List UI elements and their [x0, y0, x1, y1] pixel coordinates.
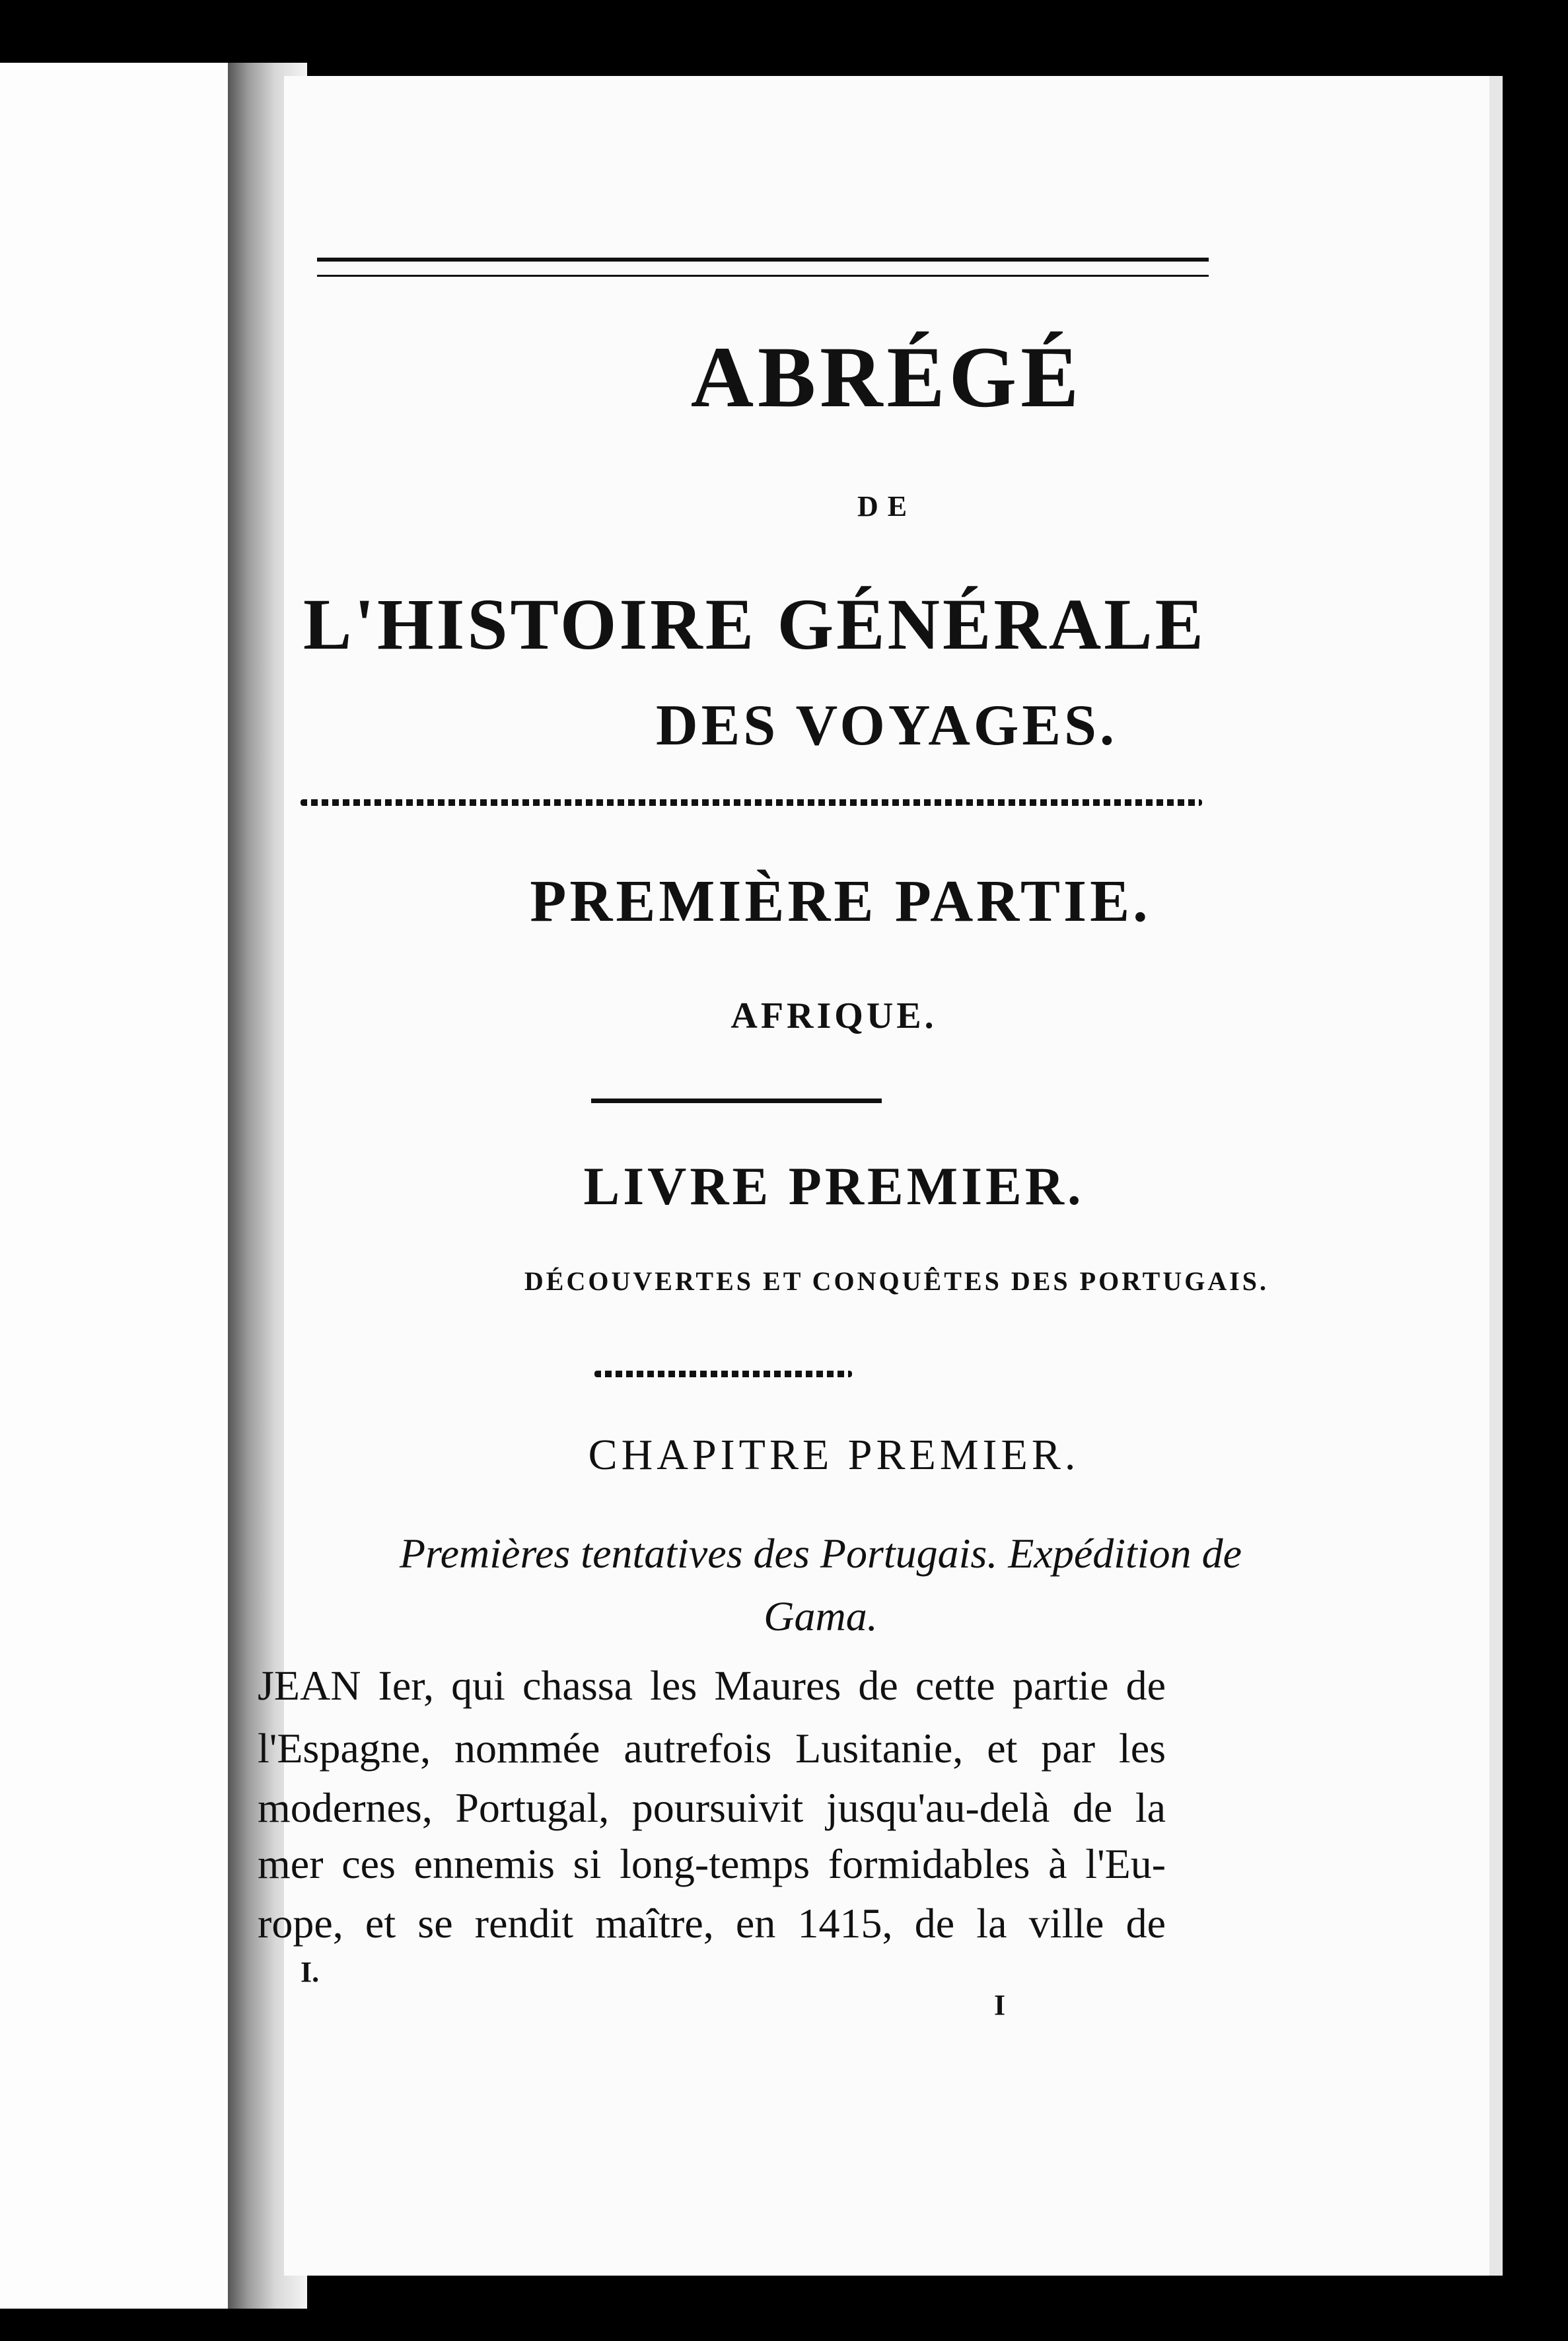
title-line2: L'HISTOIRE GÉNÉRALE — [303, 584, 1206, 665]
left-page — [0, 63, 244, 2309]
title-connector: DE — [857, 490, 917, 522]
body-line: l'Espagne, nommée autrefois Lusitanie, et par les — [258, 1725, 1166, 1772]
title-line3: DES VOYAGES. — [656, 694, 1118, 758]
chapter-subtitle-line1: Premières tentatives des Portugais. Expédition de — [400, 1530, 1242, 1577]
wavy-rule-2 — [594, 1371, 852, 1377]
body-line: modernes, Portugal, poursuivit jusqu'au-delà de la — [258, 1784, 1166, 1831]
chapter-subtitle-line2: Gama. — [764, 1593, 878, 1639]
signature-mark: I. — [301, 1956, 320, 1988]
body-line: JEAN Ier, qui chassa les Maures de cette partie de — [258, 1662, 1166, 1709]
page-edge — [1489, 76, 1503, 2276]
wavy-rule-1 — [301, 799, 1202, 806]
folio: I — [994, 1989, 1006, 2021]
book-subtitle: DÉCOUVERTES ET CONQUÊTES DES PORTUGAIS. — [524, 1266, 1269, 1296]
chapter-heading: CHAPITRE PREMIER. — [588, 1431, 1080, 1479]
part-region: AFRIQUE. — [731, 995, 937, 1036]
top-double-rule — [317, 258, 1209, 277]
title-main: ABRÉGÉ — [690, 328, 1083, 425]
body-line: rope, et se rendit maître, en 1415, de la ville de — [258, 1900, 1166, 1947]
book-heading: LIVRE PREMIER. — [583, 1156, 1085, 1216]
plain-rule — [591, 1098, 882, 1103]
part-heading: PREMIÈRE PARTIE. — [530, 869, 1151, 934]
body-line: mer ces ennemis si long-temps formidables à l'Eu- — [258, 1840, 1166, 1887]
